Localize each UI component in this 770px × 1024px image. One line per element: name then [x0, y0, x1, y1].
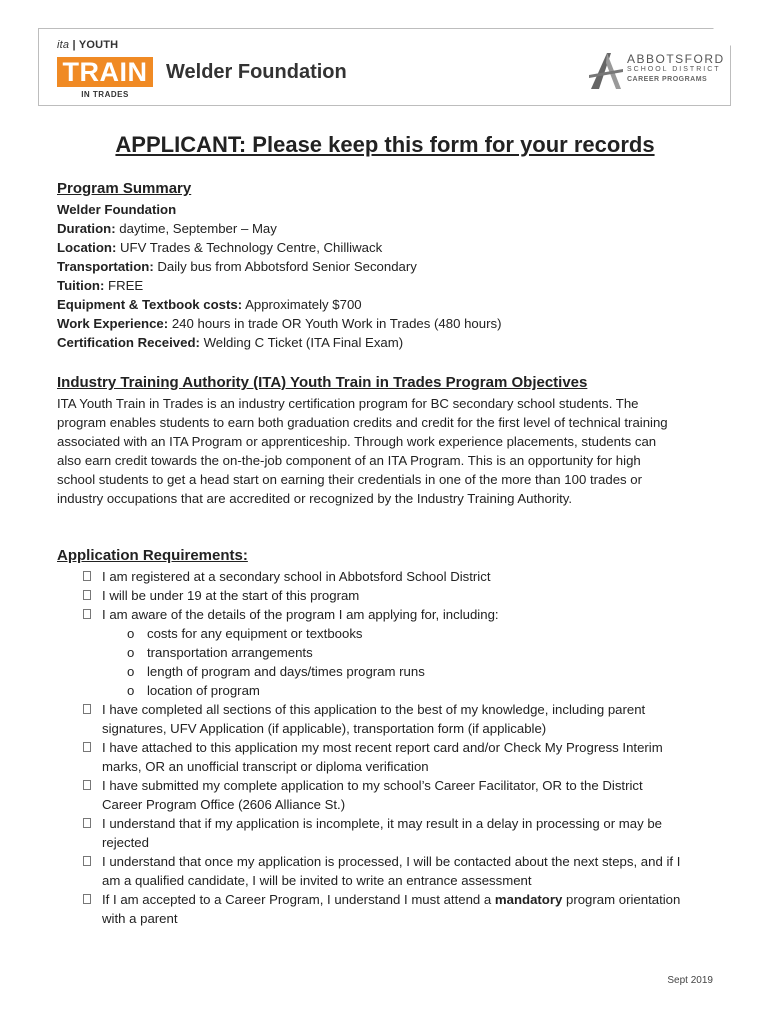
summary-row [57, 276, 727, 295]
summary-row [57, 295, 727, 314]
requirement-line: I understand that if my application is incomplete, it may result in a delay in processing or may be [102, 816, 663, 831]
district-name: ABBOTSFORD [627, 52, 725, 66]
abbotsford-district-logo [587, 49, 725, 93]
page-title: APPLICANT: Please keep this form for your records [115, 132, 655, 157]
requirement-sublist [57, 624, 727, 700]
requirement-subitem-text: costs for any equipment or textbooks [147, 626, 363, 641]
summary-list [57, 219, 727, 352]
requirement-item [57, 567, 727, 586]
objectives-line: program enables students to earn both graduation credits and credit for the first level of technical training [57, 415, 668, 430]
requirement-subitem-text: transportation arrangements [147, 645, 313, 660]
summary-value: FREE [104, 278, 144, 293]
summary-value: 240 hours in trade OR Youth Work in Trades (480 hours) [168, 316, 502, 331]
header-banner [38, 28, 731, 106]
requirement-subitem [57, 662, 727, 681]
requirement-line: I have attached to this application my most recent report card and/or Check My Progress Interim [102, 740, 663, 755]
summary-label: Equipment & Textbook costs: [57, 297, 243, 312]
requirement-line: I have submitted my complete application to my school’s Career Facilitator, OR to the District [102, 778, 643, 793]
summary-row [57, 238, 727, 257]
requirement-line: Career Program Office (2606 Alliance St.) [102, 797, 346, 812]
checkbox-icon[interactable] [83, 609, 91, 619]
requirement-line: I am aware of the details of the program I am applying for, including: [102, 607, 499, 622]
requirement-item [57, 605, 727, 624]
checkbox-icon[interactable] [83, 894, 91, 904]
summary-row [57, 333, 727, 352]
requirement-item [57, 738, 727, 776]
checkbox-icon[interactable] [83, 818, 91, 828]
summary-label: Tuition: [57, 278, 105, 293]
program-name: Welder Foundation [57, 202, 177, 217]
requirement-line: signatures, UFV Application (if applicable), transportation form (if applicable) [102, 721, 547, 736]
objectives-line: associated with an ITA Program or apprenticeship. Through work experience placements, students can [57, 434, 657, 449]
requirements-heading: Application Requirements: [57, 547, 248, 564]
page-corner-fold [713, 28, 731, 46]
document-body [57, 178, 727, 928]
objectives-line: industry occupations that are accredited or recognized by the Industry Training Authority. [57, 491, 573, 506]
logo-in-trades: IN TRADES [81, 90, 129, 99]
requirement-item [57, 776, 727, 814]
requirement-subitem [57, 643, 727, 662]
requirement-text: program orientation [562, 892, 681, 907]
requirement-subitem [57, 624, 727, 643]
requirement-subitem [57, 681, 727, 700]
sub-bullet-icon: o [127, 626, 135, 641]
objectives-line: school students to get a head start on earning their credentials in one of the more than 100 trades or [57, 472, 643, 487]
district-programs: CAREER PROGRAMS [627, 76, 708, 83]
checkbox-icon[interactable] [83, 856, 91, 866]
requirement-line: marks, OR an unofficial transcript or diploma verification [102, 759, 429, 774]
youth-train-in-trades-logo [57, 35, 153, 103]
requirement-line: I am registered at a secondary school in Abbotsford School District [102, 569, 491, 584]
requirement-subitem-text: location of program [147, 683, 260, 698]
summary-label: Location: [57, 240, 117, 255]
checkbox-icon[interactable] [83, 780, 91, 790]
program-summary-heading: Program Summary [57, 180, 192, 197]
requirement-item [57, 890, 727, 928]
requirement-text: If I am accepted to a Career Program, I understand I must attend a [102, 892, 495, 907]
summary-value: Approximately $700 [242, 297, 362, 312]
sub-bullet-icon: o [127, 645, 135, 660]
requirements-checklist [57, 567, 727, 928]
requirement-subitem-text: length of program and days/times program runs [147, 664, 425, 679]
requirement-item [57, 586, 727, 605]
objectives-line: also earn credit towards the on-the-job component of an ITA Program. This is an opportunity for high [57, 453, 641, 468]
summary-label: Transportation: [57, 259, 154, 274]
objectives-paragraph [57, 394, 727, 508]
header-title: Welder Foundation [166, 61, 347, 83]
objectives-line: ITA Youth Train in Trades is an industry certification program for BC secondary school students. The [57, 396, 639, 411]
requirement-item [57, 814, 727, 852]
summary-row [57, 219, 727, 238]
mandatory-emphasis: mandatory [494, 892, 563, 907]
abbotsford-a-icon [587, 49, 625, 93]
summary-value: daytime, September – May [115, 221, 277, 236]
checkbox-icon[interactable] [83, 590, 91, 600]
summary-value: UFV Trades & Technology Centre, Chilliwack [116, 240, 383, 255]
summary-value: Daily bus from Abbotsford Senior Secondary [153, 259, 417, 274]
logo-train-box: TRAIN [57, 57, 153, 87]
requirement-line [102, 890, 727, 909]
requirement-line: am a qualified candidate, I will be invited to write an entrance assessment [102, 873, 532, 888]
requirement-line: I understand that once my application is processed, I will be contacted about the next steps, and if I [102, 854, 681, 869]
checkbox-icon[interactable] [83, 742, 91, 752]
summary-label: Work Experience: [57, 316, 169, 331]
requirement-item [57, 700, 727, 738]
sub-bullet-icon: o [127, 683, 135, 698]
checkbox-icon[interactable] [83, 571, 91, 581]
requirement-line: with a parent [102, 911, 178, 926]
requirement-line: I have completed all sections of this application to the best of my knowledge, including parent [102, 702, 646, 717]
objectives-heading: Industry Training Authority (ITA) Youth Train in Trades Program Objectives [57, 374, 588, 391]
requirement-item [57, 852, 727, 890]
checkbox-icon[interactable] [83, 704, 91, 714]
summary-row [57, 257, 727, 276]
summary-row [57, 314, 727, 333]
summary-value: Welding C Ticket (ITA Final Exam) [199, 335, 404, 350]
logo-top-line: ita | YOUTH [57, 39, 119, 51]
footer-date: Sept 2019 [667, 975, 713, 986]
sub-bullet-icon: o [127, 664, 135, 679]
requirement-line: rejected [102, 835, 149, 850]
summary-label: Duration: [57, 221, 116, 236]
summary-label: Certification Received: [57, 335, 200, 350]
requirement-line: I will be under 19 at the start of this program [102, 588, 360, 603]
district-subtitle: SCHOOL DISTRICT [627, 66, 721, 73]
